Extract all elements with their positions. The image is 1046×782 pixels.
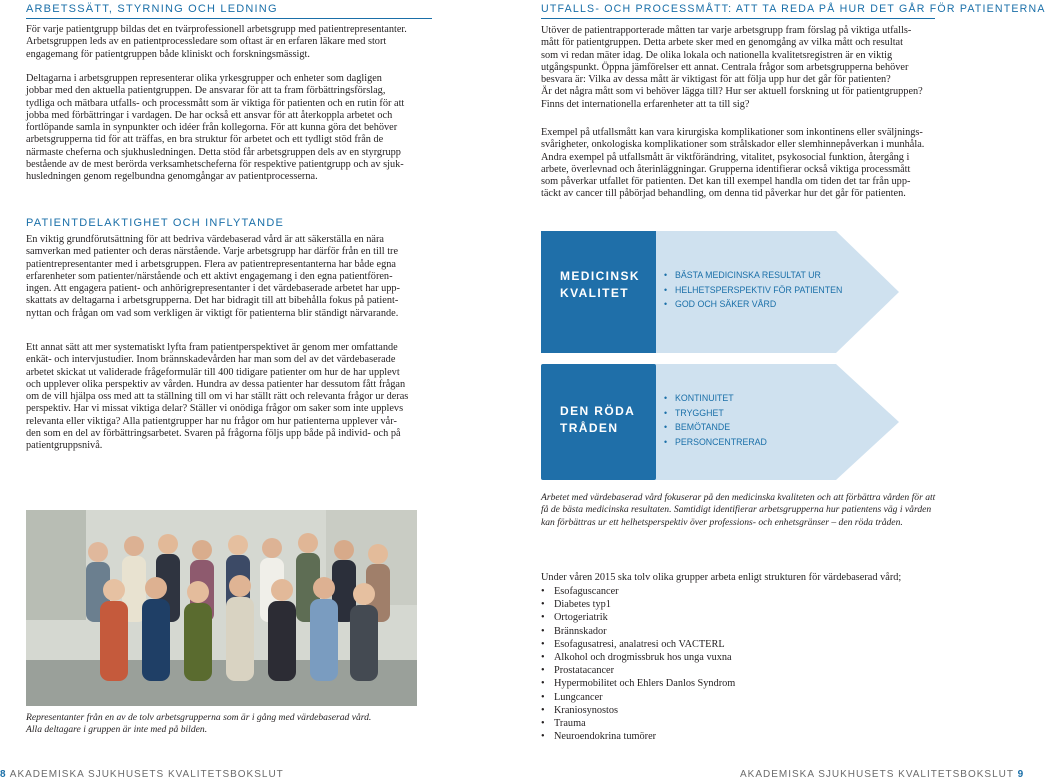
footer-left (0, 769, 284, 780)
list-item: • Diabetes typ1 (541, 598, 735, 611)
text-line: MEDICINSK (560, 269, 640, 283)
text-line: ingen. Att engagera patient- och anhörigrepresentanter i det värdebaserade arbetet har upp- (26, 283, 400, 295)
section-heading-utfallsmatt: UTFALLS- OCH PROCESSMÅTT: ATT TA REDA PÅ HUR DET GÅR FÖR PATIENTERNA (541, 3, 1046, 15)
patient-groups-list (541, 585, 735, 743)
footer-right (740, 769, 1024, 780)
text-line: bestående av de mest berörda verksamhetscheferna för respektive patientgrupp och av sjuk- (26, 159, 404, 171)
page-number-right: 9 (1017, 769, 1025, 780)
text-line: Andra exempel på utfallsmått är viktförändring, vitalitet, psykosocial funktion, återgång i (541, 151, 910, 163)
text-line: KVALITET (560, 286, 629, 300)
footer-title-left: AKADEMISKA SJUKHUSETS KVALITETSBOKSLUT (9, 769, 284, 780)
text-line: få de bästa medicinska resultaten. Samtidigt identifierar arbetsgrupperna hur patientens väg i vården (541, 504, 932, 516)
text-line: närmaste cheferna och sjukhusledningen. Detta stöd får arbetsgruppen dels av en styrgrupp (26, 146, 401, 158)
text-line: som vi redan mäter idag. De olika lokala och nationella kvalitetsregistren är en viktig (541, 49, 893, 61)
footer-title-right: AKADEMISKA SJUKHUSETS KVALITETSBOKSLUT (740, 769, 1014, 780)
list-item: • Brännskador (541, 625, 735, 638)
diagram-caption (541, 492, 935, 529)
paragraph-arbetsgrupp (26, 24, 407, 61)
text-line: skattats av deltagarna i arbetsgrupperna. Det har bidragit till att bibehålla fokus på patient- (26, 295, 399, 307)
arrow-item: • HELHETSPERSPEKTIV FÖR PATIENTEN (664, 283, 842, 298)
paragraph-utfallsmatt (541, 25, 923, 111)
paragraph-enkatstudier (26, 342, 408, 453)
text-line: jobba med förbättringar i vardagen. De har också ett ansvar för att återkoppla arbetet och (26, 109, 393, 121)
heading-rule-right (541, 18, 935, 19)
text-line: Är det några mått som vi behöver lägga till? Hur ser aktuell forskning ut för patientgruppen? (541, 86, 923, 98)
text-line: den som en del av förbättringsarbetet. Svaren på frågorna följs upp både på individ- och på (26, 428, 401, 440)
text-line: husledningen genom regelbundna genomgångar av patientprocesserna. (26, 171, 318, 183)
list-item: • Ortogeriatrik (541, 611, 735, 624)
group-photo (26, 510, 417, 706)
text-line: Finns det internationella erfarenheter att ta till sig? (541, 98, 750, 110)
text-line: besvara är: Vilka av dessa mått är viktigast för att följa upp hur det går för patienten? (541, 74, 891, 86)
text-line: svårigheter, onkologiska komplikationer som strålskador eller slemhinnepåverkan i munhåla. (541, 139, 925, 151)
groups-list-intro: Under våren 2015 ska tolv olika grupper arbeta enligt strukturen för värdebaserad vård; (541, 572, 902, 583)
list-item: • Neuroendokrina tumörer (541, 730, 735, 743)
text-line: utgångspunkt. Öppna jämförelser ett annat. Centrala frågor som arbetsgrupperna behöver (541, 61, 909, 73)
text-line: patientgruppsnivå. (26, 440, 103, 452)
text-line: Utöver de patientrapporterade måtten tar varje arbetsgrupp fram förslag på viktiga utfalls- (541, 25, 912, 36)
text-line: För varje patientgrupp bildas det en tvärprofessionell arbetsgrupp med patientrepresentanter. (26, 24, 407, 35)
box-label-den-roda-traden (560, 403, 635, 437)
heading-rule-left (26, 18, 432, 19)
text-line: fortlöpande samla in synpunkter och idéer från kollegorna. För att kunna göra det behöver (26, 122, 398, 134)
text-line: arbete, överlevnad och återinläggningar. Grupperna identifierar också viktiga processmått (541, 163, 911, 175)
text-line: kan förbättras ur ett helhetsperspektiv över professions- och enhetsgränser – den röda tråden. (541, 516, 903, 528)
text-line: tydliga och mätbara utfalls- och processmått som är viktiga för patienten och en rutin för att (26, 97, 405, 109)
text-line: täckt av cancer till påbörjad behandling, om denna tid påverkar hur det går för patienten. (541, 188, 906, 200)
paragraph-grundforutsattning (26, 234, 400, 320)
arrow-list-medicinsk (664, 268, 842, 312)
arrow-item: • TRYGGHET (664, 406, 767, 421)
list-item: • Esofaguscancer (541, 585, 735, 598)
text-line: Representanter från en av de tolv arbetsgrupperna som är i gång med värdebaserad vård. (26, 712, 372, 723)
section-heading-patientdelaktighet: PATIENTDELAKTIGHET OCH INFLYTANDE (26, 217, 284, 229)
paragraph-deltagarna (26, 73, 404, 184)
box-label-medicinsk-kvalitet (560, 268, 640, 302)
text-line: Arbetsgruppen leds av en patientprocessledare som oftast är en erfaren läkare med stort (26, 36, 387, 48)
arrow-item: • BEMÖTANDE (664, 420, 767, 435)
text-line: En viktig grundförutsättning för att bedriva värdebaserad vård är att säkerställa en nära (26, 234, 384, 245)
text-line: enkät- och intervjustudier. Inom brännskadevården har man som del av det värdebaserade (26, 354, 396, 366)
text-line: Exempel på utfallsmått kan vara kirurgiska komplikationer som inkontinens eller sväljnings- (541, 127, 923, 138)
text-line: Alla deltagare i gruppen är inte med på bilden. (26, 724, 208, 736)
text-line: perspektiv. Har vi missat viktiga delar? Ställer vi onödiga frågor om saker som inte upplevs (26, 403, 404, 415)
arrow-item: • BÄSTA MEDICINSKA RESULTAT UR (664, 268, 842, 283)
text-line: och upplever olika perspektiv av vården. Hundra av dessa patienter har dessutom fått frågan (26, 378, 406, 390)
arrow-item: • KONTINUITET (664, 391, 767, 406)
text-line: arbetet skickat ut validerade frågeformulär till 400 tidigare patienter om hur de har upplevt (26, 366, 400, 378)
list-item: • Kraniosynostos (541, 704, 735, 717)
list-item: • Alkohol och drogmissbruk hos unga vuxna (541, 651, 735, 664)
text-line: engagemang för patientgruppen både kliniskt och forskningsmässigt. (26, 48, 310, 60)
section-heading-arbetssatt: ARBETSSÄTT, STYRNING OCH LEDNING (26, 3, 278, 15)
text-line: DEN RÖDA (560, 404, 636, 418)
text-line: Deltagarna i arbetsgruppen representerar olika yrkesgrupper och enheter som dagligen (26, 73, 382, 84)
list-item: • Trauma (541, 717, 735, 730)
list-item: • Esofagusatresi, analatresi och VACTERL (541, 638, 735, 651)
arrow-list-roda-traden (664, 391, 767, 449)
photo-caption (26, 712, 371, 737)
list-item: • Hypermobilitet och Ehlers Danlos Syndrom (541, 677, 735, 690)
text-line: relevanta eller viktiga? Alla patientgrupper har nu frågor om hur patienterna upplever vår- (26, 415, 397, 427)
text-line: erfarenheter som patienter/närstående och ett aktivt engagemang i den egna patientfören- (26, 270, 393, 282)
text-line: Arbetet med värdebaserad vård fokuserar på den medicinska kvaliteten och att förbättra vården för att (541, 492, 936, 503)
list-item: • Prostatacancer (541, 664, 735, 677)
text-line: jobbar med den aktuella patientgruppen. De ansvarar för att ta fram förbättringsförslag, (26, 85, 386, 97)
arrow-item: • PERSONCENTRERAD (664, 435, 767, 450)
text-line: nyttan och frågan om vad som verkligen är viktigt för patienterna blir ständigt närvarande. (26, 307, 399, 319)
text-line: arbetsgrupperna tid för att träffas, en bra struktur för arbetet och ett tydligt stöd från de (26, 134, 384, 146)
arrow-item: • GOD OCH SÄKER VÅRD (664, 297, 842, 312)
text-line: om de vill hjälpa oss med att ta ställning till om vi har ställt rätt och relevanta frågor ur deras (26, 391, 409, 403)
text-line: Ett annat sätt att mer systematiskt lyfta fram patientperspektivet är genom mer omfattande (26, 342, 398, 353)
text-line: samverkan med patienter och deras närstående. Varje arbetsgrupp har därför från en till tre (26, 246, 399, 258)
list-item: • Lungcancer (541, 691, 735, 704)
page-number-left: 8 (0, 769, 7, 780)
text-line: mått för patientgruppen. Detta arbete sker med en genomgång av vilka mått och resultat (541, 37, 903, 49)
text-line: patientrepresentanter med i arbetsgruppen. Flera av patientrepresentanterna har både egna (26, 258, 396, 270)
paragraph-exempel (541, 127, 924, 201)
text-line: som påverkar utfallet för patienten. Det kan till exempel handla om tiden det tar från upp- (541, 176, 911, 188)
text-line: TRÅDEN (560, 421, 619, 435)
